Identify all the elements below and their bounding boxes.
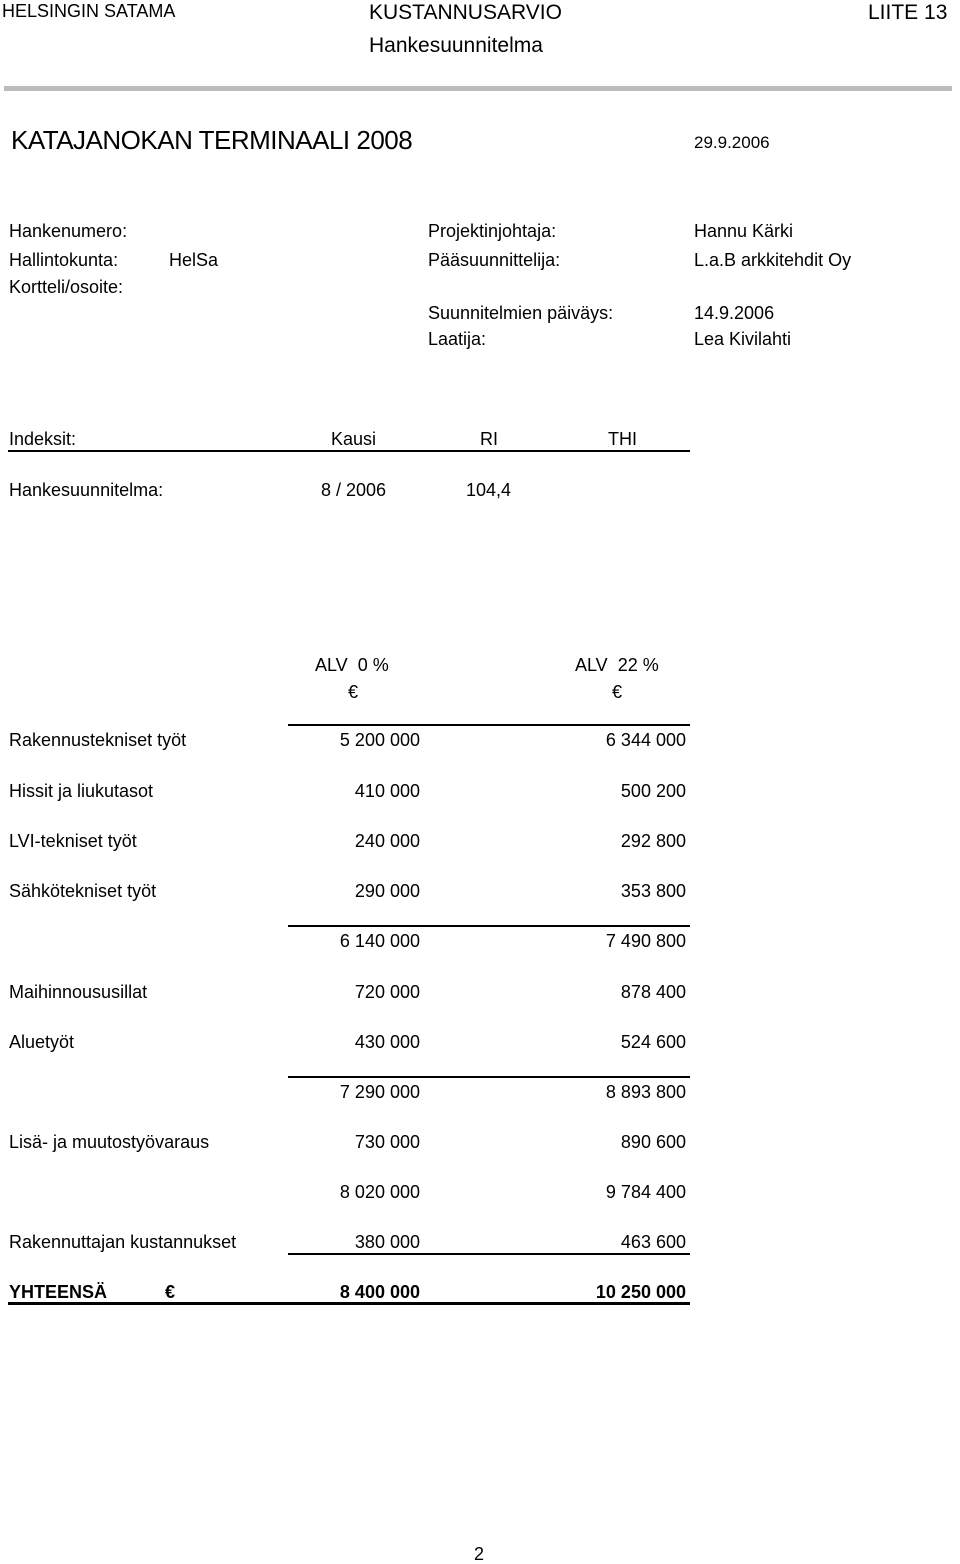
paasuunnittelija-value: L.a.B arkkitehdit Oy <box>694 250 852 270</box>
row-label: Rakennuttajan kustannukset <box>9 1232 237 1252</box>
indices-col-thi: THI <box>608 429 637 449</box>
row-label: Lisä- ja muutostyövaraus <box>9 1132 210 1152</box>
total-value-alv0: 8 400 000 <box>339 1282 420 1302</box>
row-value-alv22: 500 200 <box>620 781 686 801</box>
subtotal-line <box>288 1076 690 1078</box>
laatija-label: Laatija: <box>428 329 487 349</box>
subtotal-value-alv0: 8 020 000 <box>339 1182 420 1202</box>
col-alv0-currency: € <box>348 682 359 702</box>
subtotal-value-alv0: 7 290 000 <box>339 1082 420 1102</box>
paasuunnittelija-label: Pääsuunnittelija: <box>428 250 561 270</box>
row-label: Maihinnoususillat <box>9 982 148 1002</box>
row-value-alv0: 430 000 <box>354 1032 420 1052</box>
costs-header-underline <box>288 724 690 726</box>
subtotal-line <box>288 925 690 927</box>
row-label: Aluetyöt <box>9 1032 75 1052</box>
indices-row-label: Hankesuunnitelma: <box>9 480 164 500</box>
project-date: 29.9.2006 <box>694 133 770 152</box>
subtotal-value-alv22: 9 784 400 <box>605 1182 686 1202</box>
org-name: HELSINGIN SATAMA <box>2 1 176 21</box>
subtotal-value-alv22: 7 490 800 <box>605 931 686 951</box>
subtotal-value-alv0: 6 140 000 <box>339 931 420 951</box>
paivays-label: Suunnitelmien päiväys: <box>428 303 614 323</box>
row-value-alv22: 463 600 <box>620 1232 686 1252</box>
subtotal-value-alv22: 8 893 800 <box>605 1082 686 1102</box>
indices-col-ri: RI <box>480 429 498 449</box>
row-value-alv22: 890 600 <box>620 1132 686 1152</box>
indices-row-ri: 104,4 <box>466 480 512 500</box>
col-alv0-header: ALV 0 % <box>315 655 389 675</box>
total-underline <box>8 1302 690 1305</box>
row-label: Rakennustekniset työt <box>9 730 187 750</box>
indices-col-kausi: Kausi <box>331 429 377 449</box>
row-label: Sähkötekniset työt <box>9 881 157 901</box>
project-name: KATAJANOKAN TERMINAALI 2008 <box>11 125 413 155</box>
projektinjohtaja-value: Hannu Kärki <box>694 221 794 241</box>
row-value-alv0: 410 000 <box>354 781 420 801</box>
row-value-alv22: 6 344 000 <box>605 730 686 750</box>
row-value-alv0: 290 000 <box>354 881 420 901</box>
row-value-alv22: 878 400 <box>620 982 686 1002</box>
hankenumero-label: Hankenumero: <box>9 221 128 241</box>
row-value-alv22: 292 800 <box>620 831 686 851</box>
doc-title: KUSTANNUSARVIO <box>369 1 562 24</box>
paivays-value: 14.9.2006 <box>694 303 775 323</box>
row-value-alv0: 240 000 <box>354 831 420 851</box>
row-value-alv0: 380 000 <box>354 1232 420 1252</box>
total-top-line <box>288 1253 690 1255</box>
hallintokunta-label: Hallintokunta: <box>9 250 119 270</box>
row-label: LVI-tekniset työt <box>9 831 137 851</box>
row-value-alv22: 353 800 <box>620 881 686 901</box>
col-alv22-header: ALV 22 % <box>575 655 659 675</box>
row-value-alv0: 5 200 000 <box>339 730 420 750</box>
indices-label: Indeksit: <box>9 429 77 449</box>
appendix-label: LIITE 13 <box>868 1 948 24</box>
indices-underline <box>8 450 690 452</box>
kortteli-label: Kortteli/osoite: <box>9 277 124 297</box>
projektinjohtaja-label: Projektinjohtaja: <box>428 221 557 241</box>
row-label: Hissit ja liukutasot <box>9 781 154 801</box>
col-alv22-currency: € <box>612 682 623 702</box>
row-value-alv0: 730 000 <box>354 1132 420 1152</box>
laatija-value: Lea Kivilahti <box>694 329 792 349</box>
row-value-alv22: 524 600 <box>620 1032 686 1052</box>
page-number: 2 <box>474 1544 485 1564</box>
doc-subtitle: Hankesuunnitelma <box>369 34 543 57</box>
total-label: YHTEENSÄ <box>9 1282 108 1302</box>
header-divider <box>4 86 952 91</box>
row-value-alv0: 720 000 <box>354 982 420 1002</box>
hallintokunta-value: HelSa <box>169 250 219 270</box>
total-currency: € <box>165 1282 176 1302</box>
indices-row-kausi: 8 / 2006 <box>321 480 387 500</box>
total-value-alv22: 10 250 000 <box>595 1282 686 1302</box>
